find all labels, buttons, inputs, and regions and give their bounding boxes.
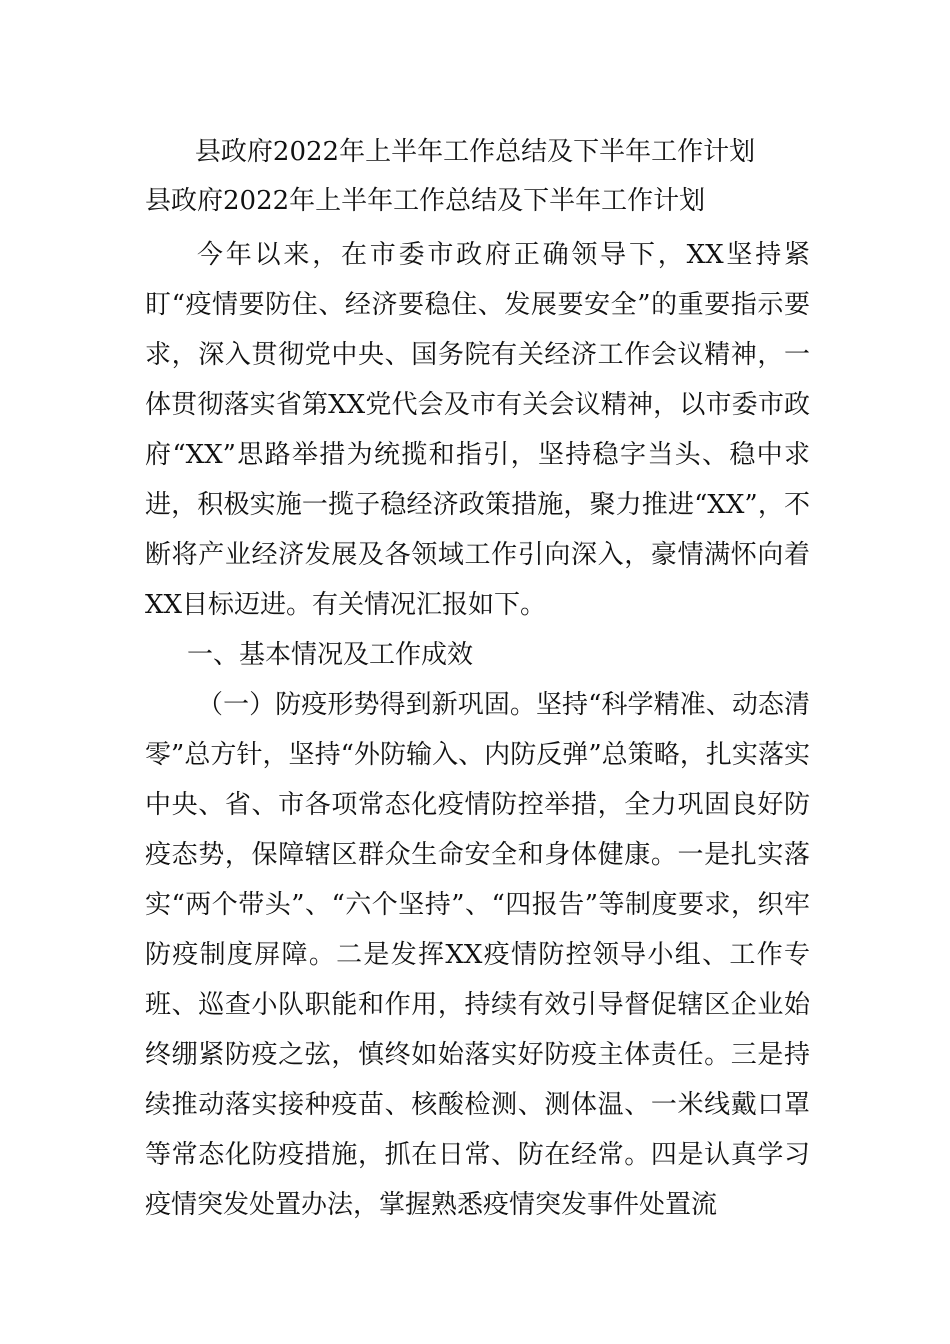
intro-paragraph: 今年以来，在市委市政府正确领导下，XX坚持紧盯“疫情要防住、经济要稳住、发展要安全”的重要指示要求，深入贯彻党中央、国务院有关经济工作会议精神，一体贯彻落实省第XX党代会及市有关会议精神，以市委市政府“XX”思路举措为统揽和指引，坚持稳字当头、稳中求进，积极实施一揽子稳经济政策措施，聚力推进“XX”，不断将产业经济发展及各领域工作引向深入，豪情满怀向着XX目标迈进。有关情况汇报如下。 (145, 240, 810, 620)
document-title: 县政府2022年上半年工作总结及下半年工作计划 (194, 137, 756, 167)
section-heading: 一、基本情况及工作成效 (187, 640, 474, 670)
document-subtitle: 县政府2022年上半年工作总结及下半年工作计划 (145, 186, 706, 216)
section-paragraph: （一）防疫形势得到新巩固。坚持“科学精准、动态清零”总方针，坚持“外防输入、内防反弹”总策略，扎实落实中央、省、市各项常态化疫情防控举措，全力巩固良好防疫态势，保障辖区群众生命安全和身体健康。一是扎实落实“两个带头”、“六个坚持”、“四报告”等制度要求，织牢防疫制度屏障。二是发挥XX疫情防控领导小组、工作专班、巡查小队职能和作用，持续有效引导督促辖区企业始终绷紧防疫之弦，慎终如始落实好防疫主体责任。三是持续推动落实接种疫苗、核酸检测、测体温、一米线戴口罩等常态化防疫措施，抓在日常、防在经常。四是认真学习疫情突发处置办法，掌握熟悉疫情突发事件处置流 (145, 690, 810, 1220)
document-body (145, 230, 810, 1230)
